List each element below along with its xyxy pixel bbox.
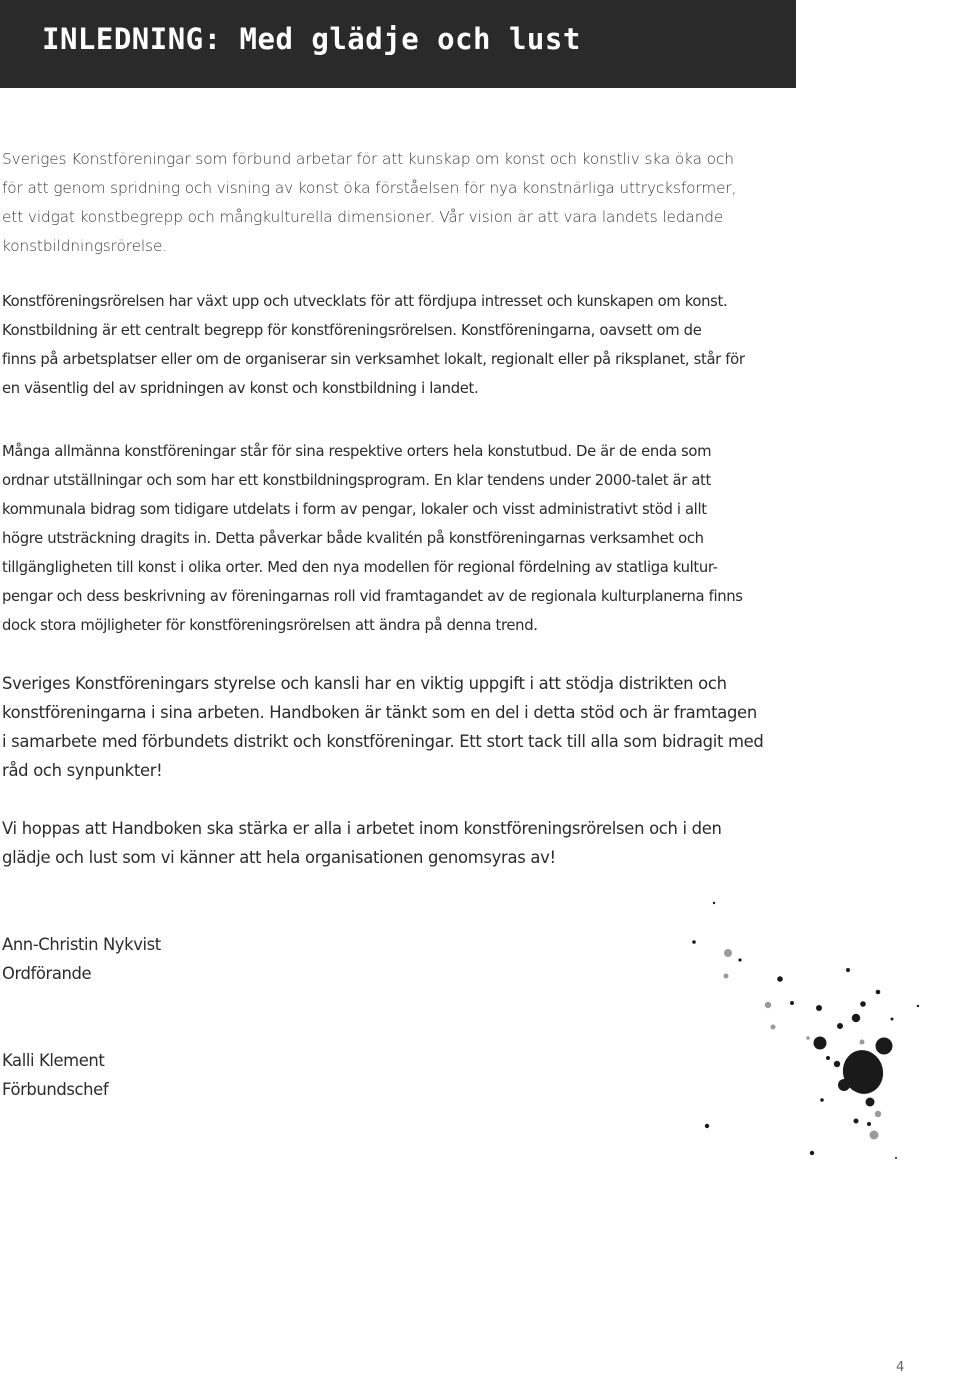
text-line: Vi hoppas att Handboken ska stärka er alla i arbetet inom konstföreningsrörelsen och i den [2, 819, 722, 838]
text-line: konstbildningsrörelse. [2, 237, 168, 255]
text-line: Konstbildning är ett centralt begrepp för konstföreningsrörelsen. Konstföreningarna, oavsett om de [2, 322, 702, 339]
body-paragraph [2, 814, 782, 872]
text-line: pengar och dess beskrivning av föreningarnas roll vid framtagandet av de regionala kulturplanerna finns [2, 588, 743, 605]
text-line: konstföreningarna i sina arbeten. Handboken är tänkt som en del i detta stöd och är framtagen [2, 703, 757, 722]
header-bar [0, 0, 796, 88]
signature-role: Förbundschef [2, 1080, 109, 1099]
text-line: högre utsträckning dragits in. Detta påverkar både kvalitén på konstföreningarnas verksamhet och [2, 530, 704, 547]
signature-name: Ann-Christin Nykvist [2, 935, 161, 954]
body-paragraph [2, 437, 802, 640]
text-line: för att genom spridning och visning av konst öka förståelsen för nya konstnärliga uttrycksformer, [2, 179, 737, 197]
signature-name: Kalli Klement [2, 1051, 105, 1070]
splatter-gray-dots [724, 949, 882, 1140]
text-line: finns på arbetsplatser eller om de organiserar sin verksamhet lokalt, regionalt eller på riksplanet, står för [2, 351, 745, 368]
body-paragraph [2, 669, 782, 785]
page-title: INLEDNING: Med glädje och lust [42, 22, 581, 56]
text-line: en väsentlig del av spridningen av konst och konstbildning i landet. [2, 380, 479, 397]
text-line: ordnar utställningar och som har ett konstbildningsprogram. En klar tendens under 2000-talet är att [2, 472, 711, 489]
text-line: ett vidgat konstbegrepp och mångkulturella dimensioner. Vår vision är att vara landets ledande [2, 208, 724, 226]
text-line: Många allmänna konstföreningar står för sina respektive orters hela konstutbud. De är de enda som [2, 443, 712, 460]
text-line: kommunala bidrag som tidigare utdelats i form av pengar, lokaler och visst administrativt stöd i allt [2, 501, 707, 518]
intro-paragraph [2, 145, 792, 261]
text-line: glädje och lust som vi känner att hela organisationen genomsyras av! [2, 848, 556, 867]
text-line: i samarbete med förbundets distrikt och konstföreningar. Ett stort tack till alla som bidragit med [2, 732, 764, 751]
ink-splatter-icon [680, 890, 960, 1190]
text-line: dock stora möjligheter för konstföreningsrörelsen att ändra på denna trend. [2, 617, 538, 634]
text-line: råd och synpunkter! [2, 761, 163, 780]
text-line: tillgängligheten till konst i olika orter. Med den nya modellen för regional fördelning av statliga kultur- [2, 559, 718, 576]
signature-director [2, 1046, 108, 1104]
signature-chair [2, 930, 161, 988]
text-line: Sveriges Konstföreningar som förbund arbetar för att kunskap om konst och konstliv ska öka och [2, 150, 734, 168]
text-line: Sveriges Konstföreningars styrelse och kansli har en viktig uppgift i att stödja distrikten och [2, 674, 727, 693]
page-number: 4 [896, 1360, 905, 1375]
body-paragraph [2, 287, 802, 403]
signature-role: Ordförande [2, 964, 92, 983]
text-line: Konstföreningsrörelsen har växt upp och utvecklats för att fördjupa intresset och kunskapen om konst. [2, 293, 728, 310]
splatter-dots [692, 902, 919, 1159]
